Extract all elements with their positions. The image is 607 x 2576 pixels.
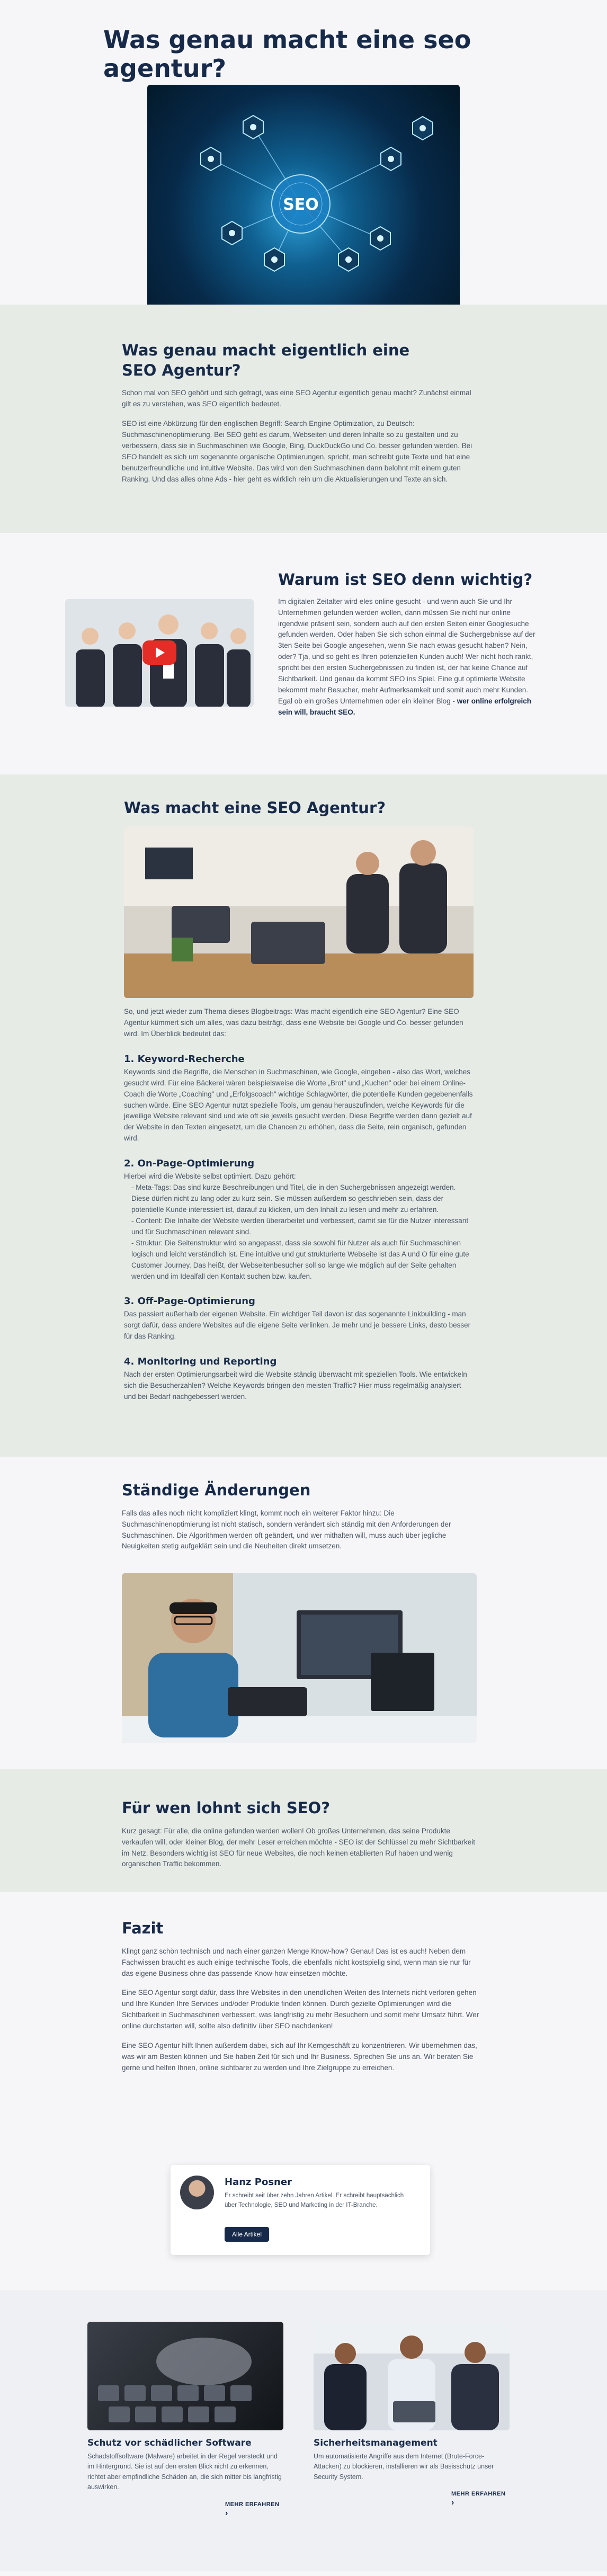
why-paragraph [278,596,540,718]
all-articles-button[interactable]: Alle Artikel [225,2227,269,2242]
who-text: Kurz gesagt: Für alle, die online gefunden werden wollen! Ob großes Unternehmen, das seine Produkte verkaufen will, oder kleiner Blog, der mehr Leser erreichen möchte - SEO ist der Schlüssel zu mehr Sichtbarkeit im Netz. Besonders wichtig ist SEO für neue Websites, die noch keinen etablierten Ruf haben und wenig organischen Traffic bekommen. [122,1826,476,1868]
intro-heading: Was genau macht eigentlich eine SEO Agentur? [122,341,410,379]
agency-intro: So, und jetzt wieder zum Thema dieses Blogbeitrags: Was macht eigentlich eine SEO Agentur? Eine SEO Agentur kümmert sich um alles, was dazu beiträgt, dass eine Website bei Google und Co. besser gefunden wird. Im Überblick bedeutet das: [124,1008,463,1038]
related-card [87,2322,283,2518]
intro-paragraph: Schon mal von SEO gehört und sich gefragt, was eine SEO Agentur eigentlich genau macht? Zunächst einmal gilt es zu verstehen, was SEO eigentlich bedeutet. [122,389,471,408]
chevron-right-icon: › [225,2508,228,2518]
meeting-graphic [314,2322,510,2430]
who-heading: Für wen lohnt sich SEO? [122,1799,331,1817]
why-text: Im digitalen Zeitalter wird eles online gesucht - und wenn auch Sie und Ihr Unternehmen gefunden werden wollen, dann müssen Sie nicht nur online irgendwie präsent sein, sondern auch auf den ersten Seiten einer Googlesuche gefunden werden. Oder haben Sie sich schon einmal die Suchergebnisse auf der 3ten Seite bei Google angesehen, wenn Sie nach etwas gesucht haben? Nein, oder? Tja, und so geht es Ihren potenziellen Kunden auch! Wer nicht hoch rankt, spricht bei den ersten Suchergebnissen zu finden ist, der hat keine Chance auf Sichtbarkeit. Und genau da kommt SEO ins Spiel. Eine gut optimierte Website bekommt mehr Besucher, mehr Aufmerksamkeit und somit auch mehr Kunden. Egal ob ein großes Unternehmen oder ein kleiner Blog - [278,597,535,705]
video-thumbnail[interactable] [65,599,254,707]
chevron-right-icon: › [451,2498,454,2508]
keyword-heading: 1. Keyword-Recherche [124,1053,245,1065]
changes-text: Falls das alles noch nicht kompliziert klingt, kommt noch ein weiterer Faktor hinzu: Die Suchmaschinenoptimierung ist nicht statisch, sondern verändert sich ständig mit den Anforderungen der Suchmaschinen. Die Algorithmen werden oft geändert, und wer mithalten will, muss auch über jegliche Neuigkeiten stetig aufgeklärt sein und die Neuheiten direkt umsetzen. [122,1509,451,1550]
why-heading: Warum ist SEO denn wichtig? [278,571,533,589]
related-section [0,2290,607,2571]
read-more-label: MEHR ERFAHREN [225,2501,280,2508]
play-button[interactable] [142,640,176,665]
hero-image-label: SEO [283,195,319,214]
onpage-heading: 2. On-Page-Optimierung [124,1158,255,1170]
agency-section [0,774,607,1457]
monitoring-text: Nach der ersten Optimierungsarbeit wird die Website ständig überwacht mit speziellen Tools. Wie entwickeln sich die Besucherzahlen? Welche Keywords bringen den meisten Traffic? Hier muss regelmäßig analysiert und bei Bedarf nachgebessert werden. [124,1370,467,1401]
developer-graphic [122,1573,477,1743]
changes-heading: Ständige Änderungen [122,1481,311,1499]
developer-image [122,1573,477,1743]
read-more-label: MEHR ERFAHREN [451,2491,506,2498]
monitoring-heading: 4. Monitoring und Reporting [124,1356,277,1368]
fazit-paragraph: Eine SEO Agentur hilft Ihnen außerdem dabei, sich auf Ihr Kerngeschäft zu konzentrieren. Wir übernehmen das, was wir am Besten können und Sie haben Zeit für sich und Ihr Business. Sprechen Sie uns an. Wir beraten Sie gerne und helfen Ihnen, online sichtbarer zu werden und Ihre Zielgruppe zu erreichen. [122,2042,477,2072]
related-image[interactable] [314,2322,510,2430]
related-image[interactable] [87,2322,283,2430]
page-title: Was genau macht eine seo agentur? [103,25,471,83]
fazit-paragraph: Eine SEO Agentur sorgt dafür, dass Ihre Websites in den unendlichen Weiten des Internets nicht verloren gehen und Ihre Kunden Ihre Services und/oder Produkte finden können. Durch gezielte Optimierungen wird die Sichtbarkeit in Suchmaschinen verbessert, was langfristig zu mehr Besuchern und somit mehr Umsatz führt. Wer online durchstarten will, sollte also definitiv über SEO nachdenken! [122,1989,479,2030]
author-name: Hanz Posner [225,2177,292,2188]
intro-paragraph: SEO ist eine Abkürzung für den englischen Begriff: Search Engine Optimization, zu Deutsch: Suchmaschinenoptimierung. Bei SEO geht es darum, Webseiten und deren Inhalte so zu gestalten und zu verbessern, dass sie in Suchmaschinen wie Google, Bing, DuckDuckGo und Co. besser gefunden werden. Bei SEO handelt es sich um sogenannte organische Optimierungen, spricht, man schreibt gute Texte und hat eine benutzerfreundliche und intuitive Website. Das wird von den Suchmaschinen dann belohnt mit einem guten Ranking. Und das alles ohne Ads - hier geht es wirklich rein um die Aktualisierungen und Texte an sich. [122,420,472,483]
changes-section [0,1457,607,1769]
why-section [0,533,607,774]
list-item: - Content: Die Inhalte der Website werden überarbeitet und verbessert, damit sie für die Nutzer interessant und für Suchmaschinen relevant sind. [131,1216,474,1238]
related-title[interactable]: Schutz vor schädlicher Software [87,2438,252,2448]
hero-section [0,0,607,305]
author-card [171,2165,430,2255]
fazit-section [0,1892,607,2165]
list-item: - Meta-Tags: Das sind kurze Beschreibungen und Titel, die in den Suchergebnissen angezeigt werden. Diese dürfen nicht zu lang oder zu kurz sein. Sie müssen außerdem so geschrieben sein, dass der potentielle Kunde interessiert ist, darauf zu klicken, um den Inhalt zu lesen und mehr zu erfahren. [131,1182,474,1216]
hero-image [147,85,460,320]
agency-heading: Was macht eine SEO Agentur? [124,799,386,817]
office-graphic [124,826,474,998]
keyword-text: Keywords sind die Begriffe, die Menschen in Suchmaschinen, wie Google, eingeben - also das Wort, welches gesucht wird. Für eine Bäckerei wären beispielsweise die Worte „Brot" und „Kuchen" oder bei einem Online-Coach die Worte „Coaching" und „Erfolgscoach" wichtige Schlagwörter, die potentielle Kunden gegebenenfalls suchen würde. Eine SEO Agentur nutzt spezielle Tools, um genau herauszufinden, welche Keywords für die jeweilige Website relevant sind und wie oft sie jeweils gesucht werden. Diese Begriffe werden dann gezielt auf der Website in den Texten eingesetzt, um die Chancen zu erhöhen, dass die Seite, rein organisch, gefunden wird. [124,1067,473,1143]
fazit-heading: Fazit [122,1919,164,1937]
related-card [314,2322,510,2508]
intro-section [0,305,607,533]
fazit-paragraph: Klingt ganz schön technisch und nach einer ganzen Menge Know-how? Genau! Das ist es auch! Neben dem Fachwissen braucht es auch einige technische Tools, die ebenfalls nicht kostspielig sind, wenn man sie nur für das eigene Business ohne das passende Know-how einsetzen möchte. [122,1947,471,1977]
onpage-intro: Hierbei wird die Website selbst optimiert. Dazu gehört: [124,1172,296,1181]
network-graphic [147,85,460,320]
offpage-heading: 3. Off-Page-Optimierung [124,1296,255,1307]
author-bio: Er schreibt seit über zehn Jahren Artikel. Er schreibt hauptsächlich über Technologie, SEO und Marketing in der IT-Branche. [225,2192,404,2208]
read-more-link[interactable] [451,2489,510,2508]
why-text-bold: wer online erfolgreich sein will, braucht SEO. [278,697,531,716]
read-more-link[interactable] [225,2499,283,2518]
related-text: Schadstoffsoftware (Malware) arbeitet in der Regel versteckt und im Hintergrund. Sie ist auf den ersten Blick nicht zu erkennen, richtet aber empfindliche Schäden an, die sich mitter bis langfristig auswirken. [87,2453,282,2491]
office-team-image [124,826,474,998]
related-text: Um automatisierte Angriffe aus dem Internet (Brute-Force-Attacken) zu blockieren, installieren wir als Basisschutz unser Security System. [314,2453,494,2481]
offpage-text: Das passiert außerhalb der eigenen Website. Ein wichtiger Teil davon ist das sogenannte Linkbuilding - man sorgt dafür, dass andere Websites auf die eigene Seite verlinken. Je mehr und je bessere Links, desto besser für das Ranking. [124,1310,471,1341]
related-title[interactable]: Sicherheitsmanagement [314,2438,438,2448]
keyboard-graphic [87,2322,283,2430]
who-section [0,1769,607,1892]
onpage-list [124,1182,474,1282]
avatar [180,2176,214,2209]
list-item: - Struktur: Die Seitenstruktur wird so angepasst, dass sie sowohl für Nutzer als auch für Suchmaschinen logisch und leicht verständlich ist. Eine intuitive und gut strukturierte Webseite ist das A und O für eine gute Customer Journey. Das heißt, der Webseitenbesucher soll so lange wie möglich auf der Seite gehalten werden und im Idealfall den Kontakt suchen bzw. kaufen. [131,1238,474,1282]
author-section [0,2165,607,2290]
play-icon [142,640,176,665]
